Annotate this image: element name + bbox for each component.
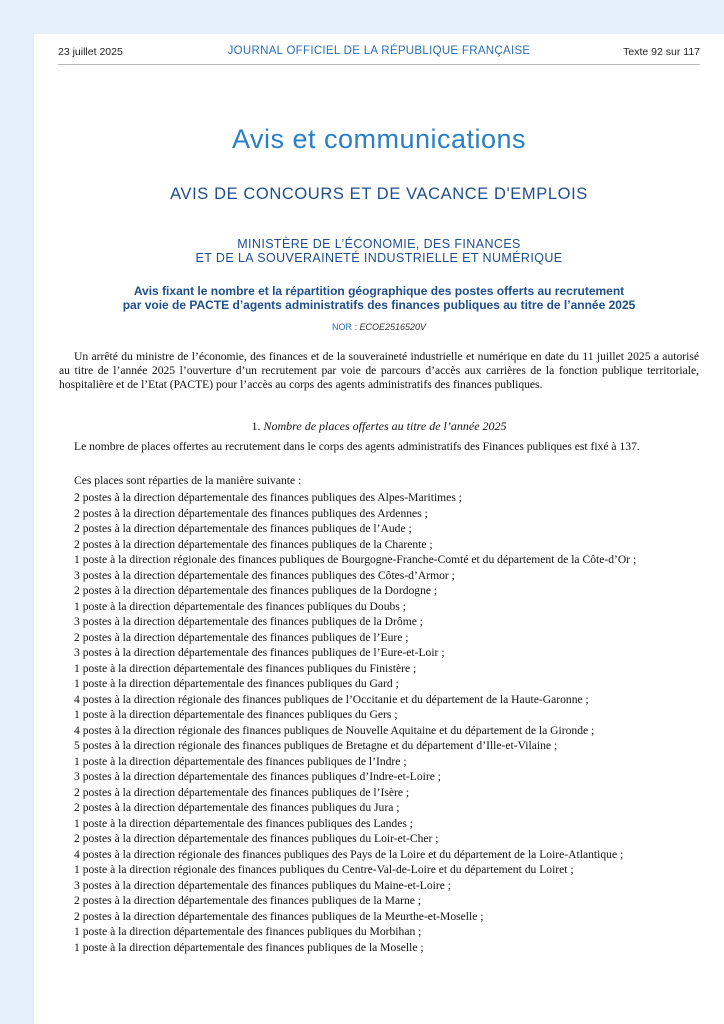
list-item: 1 poste à la direction départementale des finances publiques des Landes ; — [74, 816, 413, 830]
list-item: 2 postes à la direction départementale des finances publiques de la Meurthe-et-Moselle ; — [74, 909, 484, 923]
list-item: 1 poste à la direction départementale des finances publiques du Gers ; — [74, 708, 398, 721]
list-item: 1 poste à la direction départementale des finances publiques du Gard ; — [74, 677, 399, 690]
list-item: 2 postes à la direction départementale des finances publiques de la Charente ; — [74, 537, 433, 551]
list-item: 2 postes à la direction départementale des finances publiques de la Dordogne ; — [74, 584, 438, 597]
list-item: 1 poste à la direction départementale des finances publiques du Doubs ; — [74, 599, 406, 613]
section-title: Avis et communications — [231, 124, 527, 154]
list-item: 2 postes à la direction départementale des finances publiques de la Marne ; — [74, 894, 422, 907]
list-item: 2 postes à la direction départementale des finances publiques de l’Eure ; — [74, 630, 409, 644]
list-item: 3 postes à la direction départementale des finances publiques des Côtes-d’Armor ; — [74, 568, 455, 582]
intro-paragraph — [59, 350, 699, 392]
places-sub-text: Ces places sont réparties de la manière suivante : — [74, 474, 302, 487]
margin-band-top — [0, 0, 724, 34]
places-sub-paragraph — [59, 474, 699, 488]
ministry-line-2: ET DE LA SOUVERAINETÉ INDUSTRIELLE ET NUMÉRIQUE — [195, 251, 563, 265]
ministry-line-1: MINISTÈRE DE L’ÉCONOMIE, DES FINANCES — [237, 237, 521, 251]
list-item: 1 poste à la direction départementale des finances publiques du Morbihan ; — [74, 925, 422, 938]
list-item: 3 postes à la direction départementale des finances publiques de l’Eure-et-Loir ; — [74, 646, 445, 659]
list-item: 4 postes à la direction régionale des finances publiques des Pays de la Loire et du département de la Loire-Atlantique ; — [74, 847, 624, 861]
places-intro-text: Le nombre de places offertes au recrutement dans le corps des agents administratifs des Finances publiques est fixé à 137. — [74, 440, 640, 453]
page-header — [58, 42, 700, 65]
header-text-number: Texte 92 sur 117 — [623, 46, 700, 58]
subsection-title: AVIS DE CONCOURS ET DE VACANCE D'EMPLOIS — [170, 185, 588, 203]
article-heading-title: Nombre de places offertes au titre de l’année 2025 — [263, 419, 507, 433]
avis-title-line-1: Avis fixant le nombre et la répartition géographique des postes offerts au recrutement — [133, 284, 625, 298]
places-intro-paragraph — [59, 440, 699, 454]
list-item: 2 postes à la direction départementale des finances publiques du Loir-et-Cher ; — [74, 832, 439, 845]
avis-title — [74, 284, 684, 312]
list-item: 2 postes à la direction départementale des finances publiques du Jura ; — [74, 801, 400, 814]
list-item: 1 poste à la direction départementale des finances publiques du Finistère ; — [74, 661, 417, 675]
article-heading-number: 1. — [251, 419, 264, 433]
list-item: 4 postes à la direction régionale des finances publiques de l’Occitanie et du département de la Haute-Garonne ; — [74, 692, 589, 706]
list-item: 3 postes à la direction départementale des finances publiques d’Indre-et-Loire ; — [74, 770, 441, 783]
nor-label: NOR : — [331, 322, 360, 332]
list-item: 2 postes à la direction départementale des finances publiques de l’Aude ; — [74, 522, 412, 535]
list-item: 3 postes à la direction départementale des finances publiques du Maine-et-Loire ; — [74, 878, 451, 892]
document-page — [34, 34, 724, 1024]
list-item: 1 poste à la direction régionale des finances publiques du Centre-Val-de-Loire et du département du Loiret ; — [74, 863, 574, 876]
list-item: 1 poste à la direction départementale des finances publiques de la Moselle ; — [74, 940, 424, 954]
list-item: 1 poste à la direction régionale des finances publiques de Bourgogne-Franche-Comté et du département de la Côte-d’Or ; — [74, 553, 637, 566]
nor-reference — [34, 322, 724, 332]
header-date: 23 juillet 2025 — [58, 46, 123, 58]
places-list — [59, 490, 699, 955]
list-item: 2 postes à la direction départementale des finances publiques des Alpes-Maritimes ; — [74, 491, 462, 504]
nor-value: ECOE2516520V — [359, 322, 427, 332]
list-item: 1 poste à la direction départementale des finances publiques de l’Indre ; — [74, 754, 407, 768]
margin-band-left — [0, 0, 34, 1024]
list-item: 2 postes à la direction départementale des finances publiques des Ardennes ; — [74, 506, 428, 520]
list-item: 5 postes à la direction régionale des finances publiques de Bretagne et du département d’Ille-et-Vilaine ; — [74, 739, 558, 752]
intro-text: Un arrêté du ministre de l’économie, des finances et de la souveraineté industrielle et numérique en date du 11 juillet 2025 a autorisé au titre de l’année 2025 l’ouverture d’un recrutement par voie de parcours d’accès aux carrières de la fonction publique territoriale, hospitalière et de l’Etat (PACTE) pour l’accès au corps des agents administratifs des finances publiques. — [59, 350, 699, 391]
list-item: 2 postes à la direction départementale des finances publiques de l’Isère ; — [74, 785, 410, 799]
ministry-name — [34, 237, 724, 265]
list-item: 4 postes à la direction régionale des finances publiques de Nouvelle Aquitaine et du département de la Gironde ; — [74, 723, 595, 737]
article-heading — [34, 419, 724, 434]
avis-title-line-2: par voie de PACTE d’agents administratifs des finances publiques au titre de l’année 2025 — [122, 298, 636, 312]
list-item: 3 postes à la direction départementale des finances publiques de la Drôme ; — [74, 615, 423, 628]
header-journal-title: JOURNAL OFFICIEL DE LA RÉPUBLIQUE FRANÇAISE — [227, 45, 531, 57]
